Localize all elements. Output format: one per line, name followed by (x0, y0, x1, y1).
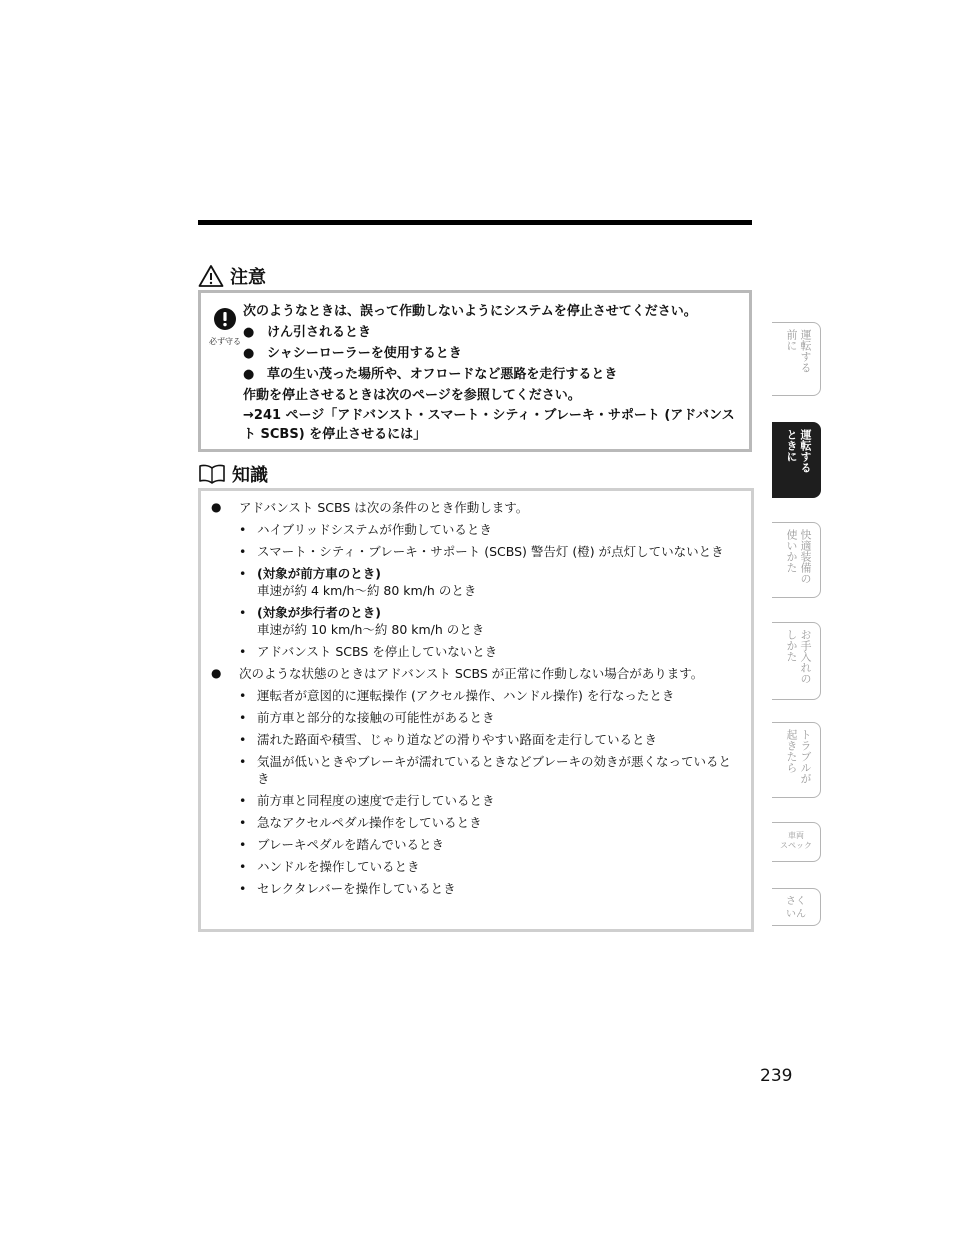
knowledge-sub-item: • ハイブリッドシステムが作動しているとき (239, 522, 492, 537)
knowledge-sub-item: • セレクタレバーを操作しているとき (239, 881, 456, 896)
caution-note: 作動を停止させるときは次のページを参照してください。 (243, 388, 581, 403)
knowledge-title: 知識 (232, 465, 268, 486)
tab-index[interactable]: さく いん (772, 888, 821, 926)
tab-specifications[interactable]: 車両 スペック (772, 822, 821, 862)
knowledge-box (198, 488, 754, 932)
knowledge-sub-item: • 前方車と同程度の速度で走行しているとき (239, 793, 495, 808)
knowledge-sub-item: • (対象が歩行者のとき) 車速が約 10 km/h〜約 80 km/h のとき (239, 605, 485, 637)
knowledge-sub-item: • 気温が低いときやブレーキが濡れているときなどブレーキの効きが悪くなっているとき (239, 754, 732, 786)
tab-before-driving[interactable]: 運転する 前に (772, 322, 821, 396)
tab-maintenance[interactable]: お手入れの しかた (772, 622, 821, 700)
page-number: 239 (760, 1066, 793, 1086)
knowledge-sub-item: • 濡れた路面や積雪、じゃり道などの滑りやすい路面を走行しているとき (239, 732, 658, 747)
knowledge-item: ● 次のような状態のときはアドバンスト SCBS が正常に作動しない場合があります。 (211, 666, 704, 681)
caution-title: 注意 (230, 267, 266, 288)
knowledge-heading (198, 461, 268, 487)
knowledge-sub-item: • ブレーキペダルを踏んでいるとき (239, 837, 445, 852)
knowledge-sub-item: • スマート・シティ・ブレーキ・サポート (SCBS) 警告灯 (橙) が点灯していないとき (239, 544, 724, 559)
knowledge-sub-item: • ハンドルを操作しているとき (239, 859, 420, 874)
top-rule (198, 220, 752, 225)
open-book-icon (198, 463, 226, 485)
knowledge-sub-item: • 急なアクセルペダル操作をしているとき (239, 815, 482, 830)
caution-text (243, 301, 743, 444)
caution-bullet: ● シャシーローラーを使用するとき (243, 346, 462, 361)
must-observe-label: 必ず守る (209, 337, 241, 346)
must-observe-mark (209, 307, 241, 347)
caution-page-reference[interactable]: →241 ページ「アドバンスト・スマート・シティ・ブレーキ・サポート (アドバンスト SCBS) を停止させるには」 (243, 408, 735, 442)
caution-intro: 次のようなときは、誤って作動しないようにシステムを停止させてください。 (243, 304, 697, 319)
knowledge-sub-item: • 運転者が意図的に運転操作 (アクセル操作、ハンドル操作) を行なったとき (239, 688, 675, 703)
tab-while-driving[interactable]: 運転する ときに (772, 422, 821, 498)
knowledge-sub-item: • 前方車と部分的な接触の可能性があるとき (239, 710, 495, 725)
caution-heading (198, 263, 266, 289)
tab-troubleshooting[interactable]: トラブルが 起きたら (772, 722, 821, 798)
knowledge-sub-item: • アドバンスト SCBS を停止していないとき (239, 644, 498, 659)
caution-bullet: ● 草の生い茂った場所や、オフロードなど悪路を走行するとき (243, 367, 618, 382)
warning-triangle-icon (198, 264, 224, 288)
exclamation-circle-icon (213, 307, 237, 331)
knowledge-sub-item: • (対象が前方車のとき) 車速が約 4 km/h〜約 80 km/h のとき (239, 566, 477, 598)
knowledge-text (211, 499, 741, 902)
caution-box (198, 290, 752, 452)
caution-bullet: ● けん引されるとき (243, 325, 372, 340)
tab-comfort-features[interactable]: 快適装備の 使いかた (772, 522, 821, 598)
knowledge-item: ● アドバンスト SCBS は次の条件のとき作動します。 (211, 500, 529, 515)
